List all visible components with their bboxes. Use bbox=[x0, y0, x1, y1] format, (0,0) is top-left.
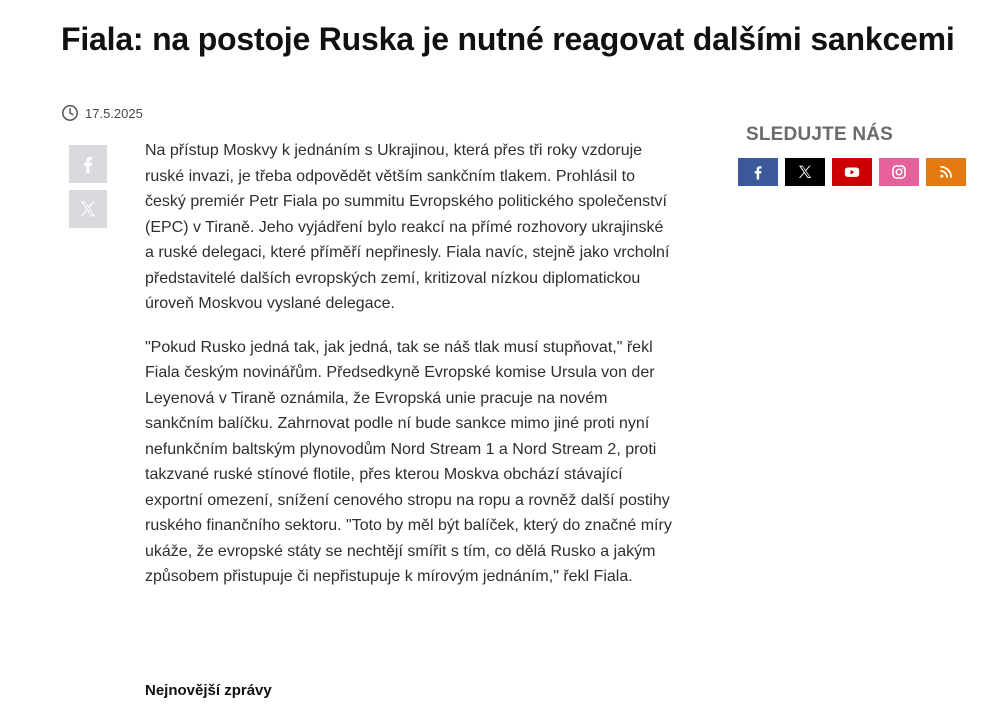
rss-icon bbox=[937, 163, 955, 181]
social-x-link[interactable] bbox=[785, 158, 825, 186]
latest-news-heading: Nejnovější zprávy bbox=[145, 682, 272, 699]
social-links bbox=[738, 158, 966, 186]
clock-icon bbox=[61, 104, 79, 122]
social-facebook-link[interactable] bbox=[738, 158, 778, 186]
facebook-icon bbox=[749, 163, 767, 181]
x-icon bbox=[796, 163, 814, 181]
share-buttons bbox=[69, 145, 107, 228]
article-date-row bbox=[61, 104, 143, 122]
share-facebook-button[interactable] bbox=[69, 145, 107, 183]
social-youtube-link[interactable] bbox=[832, 158, 872, 186]
facebook-icon bbox=[77, 153, 99, 175]
follow-us-heading: SLEDUJTE NÁS bbox=[746, 124, 894, 145]
youtube-icon bbox=[843, 163, 861, 181]
social-instagram-link[interactable] bbox=[879, 158, 919, 186]
social-rss-link[interactable] bbox=[926, 158, 966, 186]
article-body bbox=[145, 138, 675, 608]
article-paragraph: Na přístup Moskvy k jednáním s Ukrajinou, která přes tři roky vzdoruje ruské invazi, je třeba odpovědět větším sankčním tlakem. Prohlásil to český premiér Petr Fiala po summitu Evropského politického společenství (EPC) v Tiraně. Jeho vyjádření bylo reakcí na přímé rozhovory ukrajinské a ruské delegaci, které příměří nepřinesly. Fiala navíc, stejně jako vrcholní představitelé dalších evropských zemí, kritizoval nízkou diplomatickou úroveň Moskvou vyslané delegace. bbox=[145, 142, 670, 312]
article-title: Fiala: na postoje Ruska je nutné reagovat dalšími sankcemi bbox=[61, 21, 955, 57]
instagram-icon bbox=[890, 163, 908, 181]
article-date: 17.5.2025 bbox=[85, 105, 143, 121]
article-paragraph: "Pokud Rusko jedná tak, jak jedná, tak se náš tlak musí stupňovat," řekl Fiala českým novinářům. Předsedkyně Evropské komise Ursula von der Leyenová v Tiraně oznámila, že Evropská unie pracuje na novém sankčním balíčku. Zahrnovat podle ní bude sankce mimo jiné proti nyní nefunkčním baltským plynovodům Nord Stream 1 a Nord Stream 2, proti takzvané ruské stínové flotile, přes kterou Moskva obchází stávající exportní omezení, snížení cenového stropu na ropu a rovněž další postihy ruského finančního sektoru. "Toto by měl být balíček, který do značné míry ukáže, že evropské státy se nechtějí smířit s tím, co dělá Rusko a jakým způsobem přistupuje či nepřistupuje k mírovým jednáním," řekl Fiala. bbox=[145, 338, 672, 585]
x-icon bbox=[77, 198, 99, 220]
share-x-button[interactable] bbox=[69, 190, 107, 228]
